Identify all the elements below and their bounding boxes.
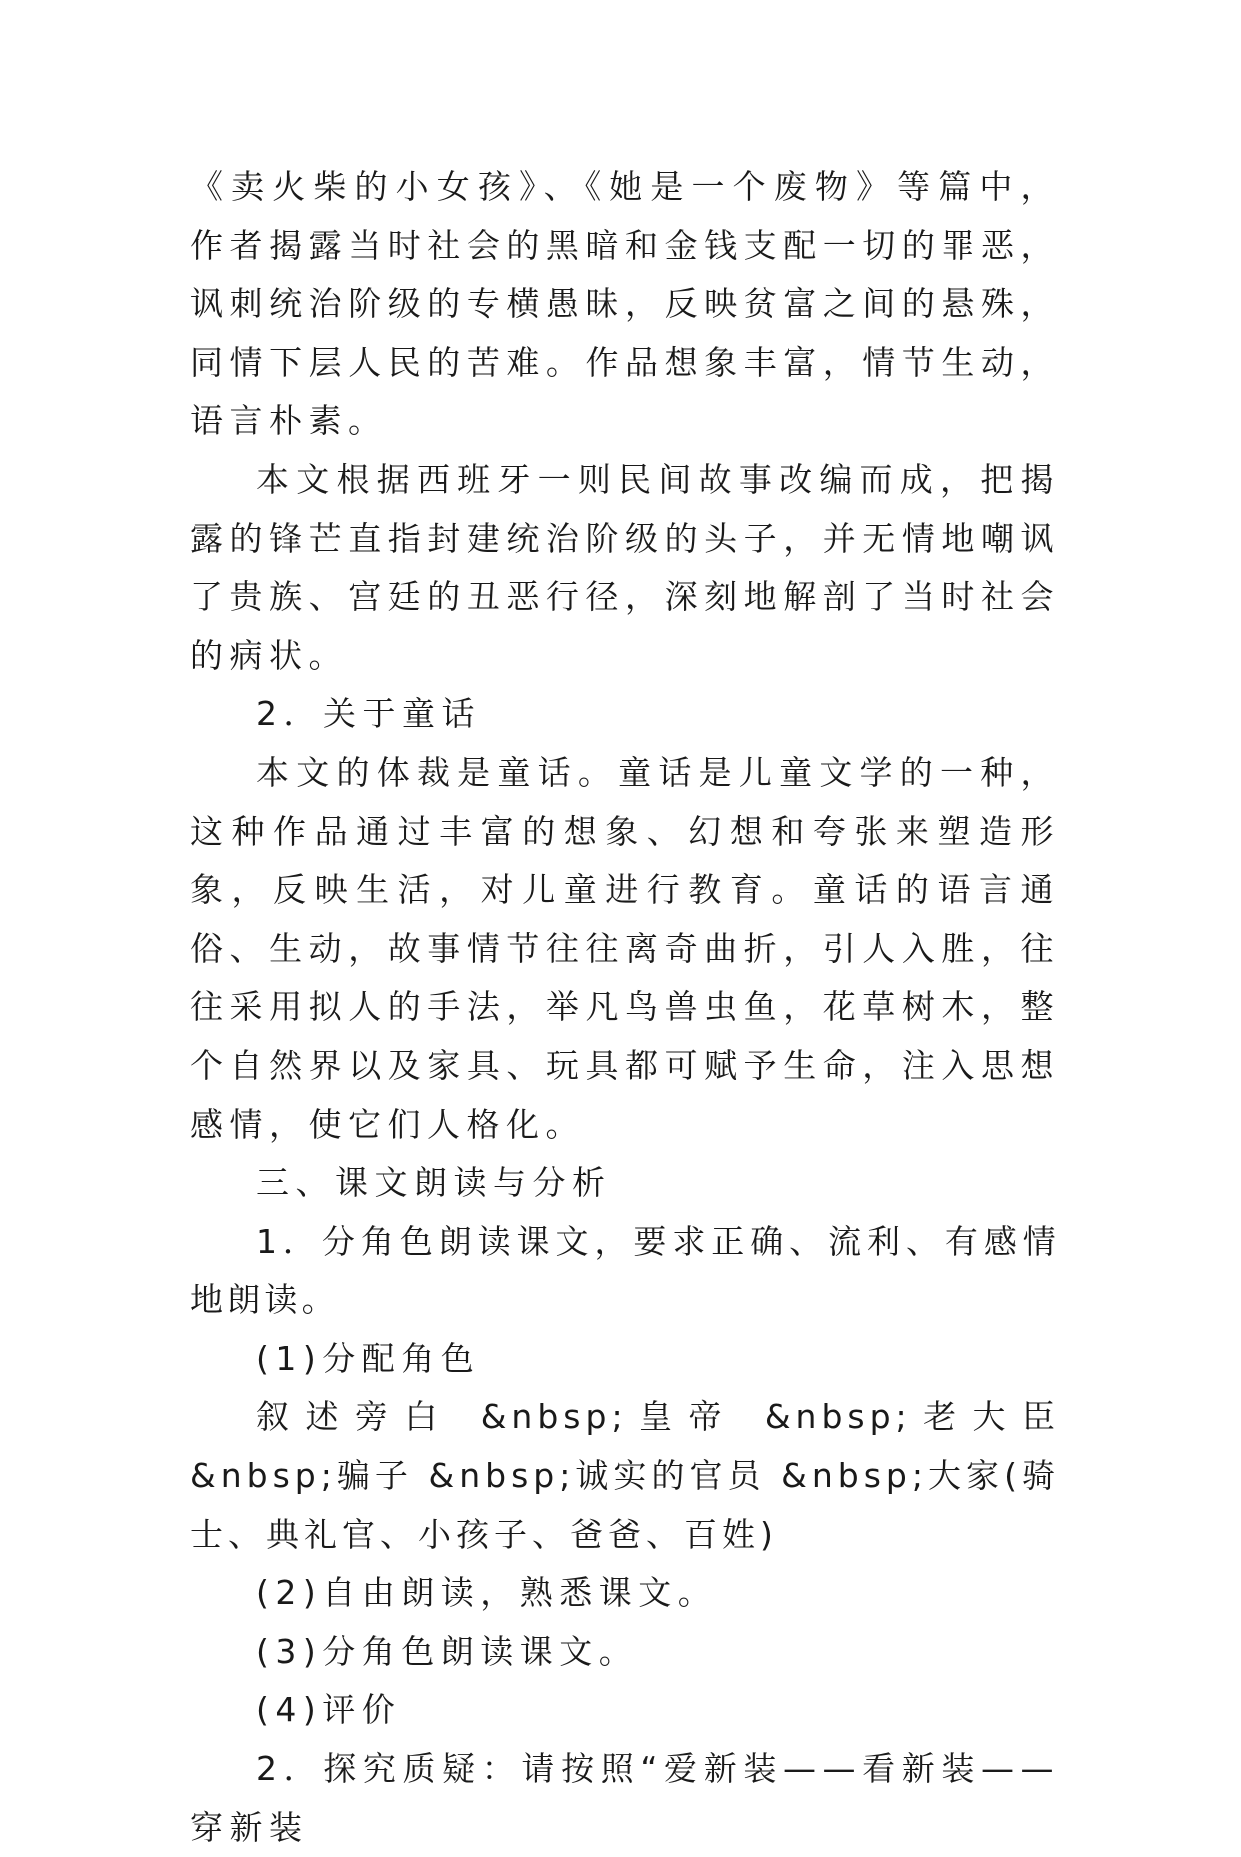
step-evaluation: (4)评价 [256, 1690, 402, 1730]
paragraph-story-origin: 本文根据西班牙一则民间故事改编而成，把揭露的锋芒直指封建统治阶级的头子，并无情地嘲讽了贵族、宫廷的丑恶行径，深刻地解剖了当时社会的病状。 [190, 459, 1060, 675]
heading-reading-analysis: 三、课文朗读与分析 [256, 1163, 612, 1203]
paragraph-andersen-works: 《卖火柴的小女孩》、《她是一个废物》等篇中，作者揭露当时社会的黑暗和金钱支配一切的罪恶，讽刺统治阶级的专横愚昧，反映贫富之间的悬殊，同情下层人民的苦难。作品想象丰富，情节生动，语言朴素。 [190, 167, 1060, 441]
step-role-reading: (3)分角色朗读课文。 [256, 1631, 639, 1671]
paragraph-role-list: 叙述旁白 &nbsp;皇帝 &nbsp;老大臣 &nbsp;骗子 &nbsp;诚实的官员 &nbsp;大家(骑士、典礼官、小孩子、爸爸、百姓) [190, 1397, 1060, 1554]
heading-about-fairy-tale: 2．关于童话 [256, 694, 481, 734]
document-body [190, 158, 1060, 1857]
paragraph-role-reading: 1．分角色朗读课文，要求正确、流利、有感情地朗读。 [190, 1221, 1060, 1320]
paragraph-inquiry-question: 2．探究质疑：请按照“爱新装——看新装——穿新装 [190, 1749, 1060, 1847]
step-free-reading: (2)自由朗读，熟悉课文。 [256, 1573, 718, 1613]
paragraph-fairy-tale-genre: 本文的体裁是童话。童话是儿童文学的一种，这种作品通过丰富的想象、幻想和夸张来塑造形象，反映生活，对儿童进行教育。童话的语言通俗、生动，故事情节往往离奇曲折，引人入胜，往往采用拟人的手法，举凡鸟兽虫鱼，花草树木，整个自然界以及家具、玩具都可赋予生命，注入思想感情，使它们人格化。 [190, 752, 1060, 1144]
step-assign-roles: (1)分配角色 [256, 1338, 481, 1378]
